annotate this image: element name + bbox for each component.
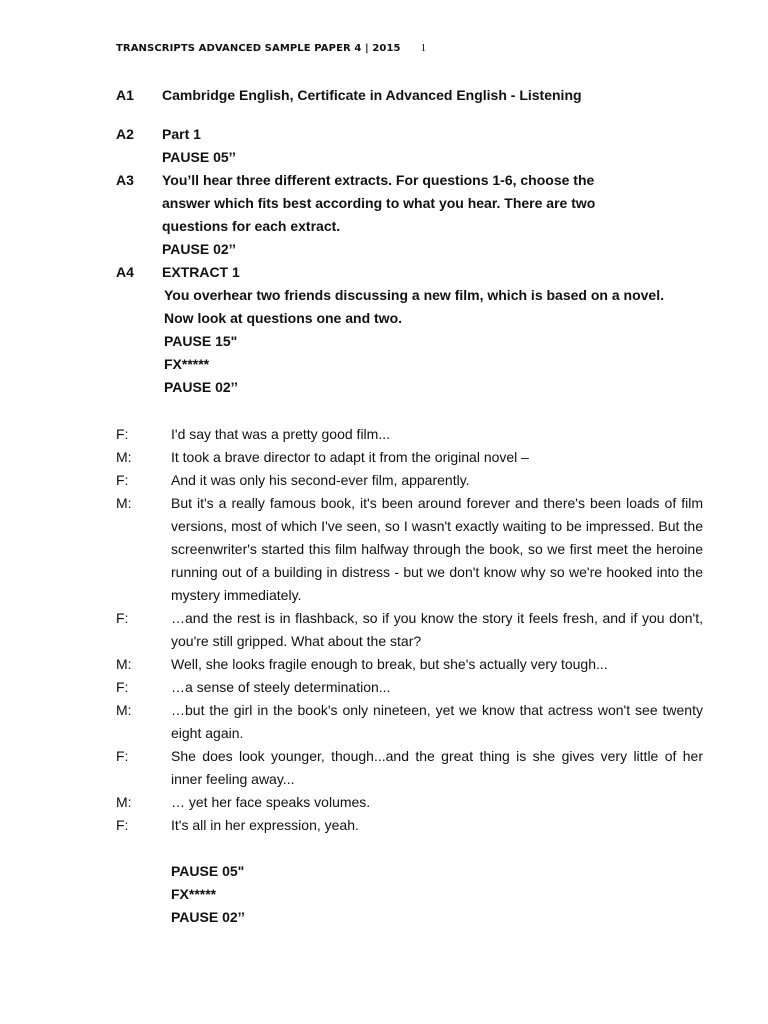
section-a1-text: Cambridge English, Certificate in Advanced English - Listening: [162, 87, 582, 103]
speaker-label: F:: [116, 817, 129, 833]
dialogue-line: It took a brave director to adapt it from the original novel –: [171, 449, 529, 465]
section-a4-line1: EXTRACT 1: [162, 264, 240, 280]
dialogue-line: I'd say that was a pretty good film...: [171, 426, 390, 442]
section-a2-line2: PAUSE 05’’: [162, 149, 236, 165]
speaker-label: F:: [116, 610, 129, 626]
section-code-a1: A1: [116, 87, 134, 103]
speaker-label: M:: [116, 794, 132, 810]
closing-line3: PAUSE 02’’: [171, 909, 245, 925]
section-a4-line3: Now look at questions one and two.: [164, 310, 403, 326]
speaker-label: M:: [116, 702, 132, 718]
section-a3-line2: answer which fits best according to what you hear. There are two: [162, 195, 596, 211]
speaker-label: F:: [116, 748, 129, 764]
section-a2-line1: Part 1: [162, 126, 201, 142]
section-a3-line4: PAUSE 02’’: [162, 241, 236, 257]
section-a4-line2: You overhear two friends discussing a new film, which is based on a novel.: [164, 287, 664, 303]
dialogue-line: She does look younger, though...and the great thing is she gives very little of her inner feeling away...: [171, 748, 703, 787]
speaker-label: M:: [116, 656, 132, 672]
dialogue-line: …a sense of steely determination...: [171, 679, 391, 695]
speaker-label: F:: [116, 679, 129, 695]
closing-line2: FX*****: [171, 886, 217, 902]
section-a3-line1: You’ll hear three different extracts. For questions 1-6, choose the: [162, 172, 595, 188]
section-code-a3: A3: [116, 172, 134, 188]
header-title: TRANSCRIPTS ADVANCED SAMPLE PAPER 4 | 2015: [116, 43, 401, 54]
closing-line1: PAUSE 05": [171, 863, 245, 879]
speaker-label: F:: [116, 472, 129, 488]
dialogue-line: But it's a really famous book, it's been around forever and there's been loads of film versions, most of which I've seen, so I wasn't exactly waiting to be impressed. But the screenwriter's started this film halfway through the book, so we first meet the heroine running out of a building in distress - but we don't know why so we're hooked into the mystery immediately.: [171, 495, 703, 603]
page-number: 1: [420, 42, 427, 54]
dialogue-line: And it was only his second-ever film, apparently.: [171, 472, 470, 488]
speaker-label: F:: [116, 426, 129, 442]
section-code-a4: A4: [116, 264, 134, 280]
dialogue-line: …but the girl in the book's only nineteen, yet we know that actress won't see twenty eight again.: [171, 702, 703, 741]
dialogue-line: It's all in her expression, yeah.: [171, 817, 359, 833]
section-a4-line4: PAUSE 15": [164, 333, 238, 349]
section-a4-line6: PAUSE 02’’: [164, 379, 238, 395]
dialogue-line: … yet her face speaks volumes.: [171, 794, 371, 810]
section-code-a2: A2: [116, 126, 134, 142]
dialogue-line: Well, she looks fragile enough to break, but she's actually very tough...: [171, 656, 608, 672]
section-a4-line5: FX*****: [164, 356, 210, 372]
page-header: [116, 42, 426, 54]
speaker-label: M:: [116, 495, 132, 511]
speaker-label: M:: [116, 449, 132, 465]
dialogue-line: …and the rest is in flashback, so if you know the story it feels fresh, and if you don't, you're still gripped. What about the star?: [171, 610, 703, 649]
section-a3-line3: questions for each extract.: [162, 218, 341, 234]
